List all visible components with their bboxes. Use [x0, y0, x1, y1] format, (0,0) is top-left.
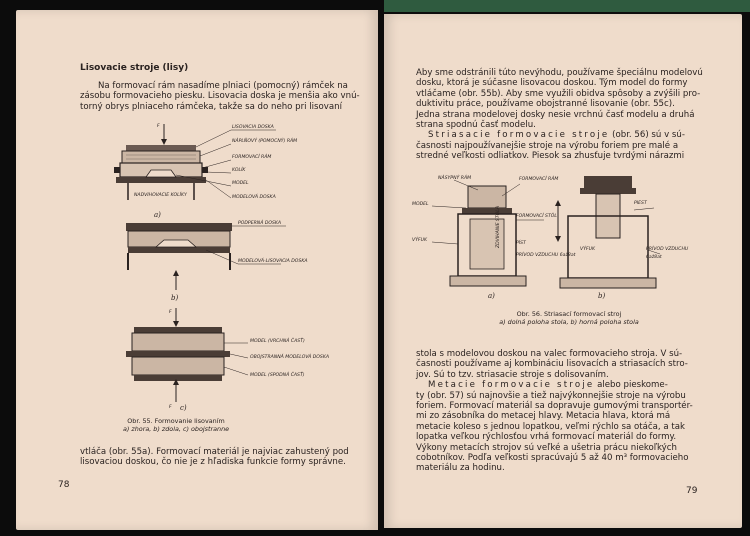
- text-line-tail: (obr. 56) sú v sú-: [612, 130, 685, 141]
- subfigure-56b-label: b): [598, 292, 606, 300]
- label-feed-frame: NÁSYPNÝ RÁM: [438, 176, 472, 181]
- text-line: metacie koleso s jednou lopatkou, veľmi rýchlo sa otáča, a tak: [416, 421, 685, 432]
- subfigure-b-label: b): [171, 294, 179, 302]
- label-molding-frame: FORMOVACÍ RÁM: [232, 155, 272, 160]
- text-line: mi zo zásobníka do metacej hlavy. Metacia hlava, ktorá má: [416, 411, 671, 422]
- label-model-top: MODEL (VRCHNÁ ČASŤ): [250, 339, 305, 344]
- caption-subtitle: a) zhora, b) zdola, c) obojstranne: [122, 425, 230, 434]
- text-line: časnosti najpoužívanejšie stroje na výrobu foriem pre malé a: [416, 140, 679, 151]
- text-line: Výkony metacích strojov sú veľké a ušetria prácu niekoľkých: [416, 442, 677, 453]
- force-label: F: [157, 124, 160, 129]
- label-exhaust-b: VÝFUK: [580, 247, 595, 252]
- label-model-bottom: MODEL (SPODNÁ ČASŤ): [250, 373, 305, 378]
- text-line: [416, 380, 716, 390]
- label-mold-table: FORMOVACÍ STÔL: [516, 214, 557, 219]
- text-line: vtláča (obr. 55a). Formovací materiál je najviac zahustený pod: [80, 447, 349, 457]
- text-line: cobotníkov. Podľa veľkosti spracúvajú 5 až 40 m³ formovacieho: [416, 453, 689, 464]
- label-model-pressing-plate: MODELOVÁ-LISOVACIA DOSKA: [238, 259, 308, 264]
- label-pressing-plate: LISOVACIA DOSKA: [232, 125, 274, 130]
- text-line: lisovaciou doskou, čo nie je z hľadiska funkcie formy správne.: [80, 457, 346, 468]
- machine-b: [555, 176, 656, 288]
- label-filling-frame: NÁPLŇOVÝ (POMOCNÝ) RÁM: [232, 139, 298, 144]
- text-line: Jedna strana modelovej dosky nesie vrchnú časť modelu a druhá: [416, 109, 695, 120]
- machine-a: [450, 186, 526, 286]
- caption-subtitle: a) dolná poloha stola, b) horná poloha stola: [499, 318, 639, 327]
- text-line: Aby sme odstránili túto nevýhodu, používame špeciálnu modelovú: [416, 68, 703, 78]
- book-cover-edge: [384, 0, 750, 12]
- label-piston-a: PÍST: [516, 241, 526, 246]
- label-lifting-table: ZDVIHANIE STOLA: [496, 206, 501, 248]
- label-air-supply-b: PRÍVOD VZDUCHU: [646, 247, 689, 252]
- label-model: MODEL: [232, 181, 249, 186]
- section-heading: Lisovacie stroje (lisy): [80, 63, 189, 73]
- text-line: materiálu za hodinu.: [416, 463, 505, 474]
- text-line: dosku, ktorá je súčasne lisovacou doskou. Tým model do formy: [416, 78, 688, 89]
- text-line: torný obrys plniaceho rámčeka, takže sa do neho pri lisovaní: [80, 101, 342, 112]
- right-page: [384, 14, 742, 528]
- label-air-supply-a: PRÍVOD VZDUCHU 6až8at: [516, 253, 576, 258]
- force-label-top: F: [169, 310, 172, 315]
- label-model-plate: MODELOVÁ DOSKA: [232, 195, 276, 200]
- text-line: ty (obr. 57) sú najnovšie a tiež najvýkonnejšie stroje na výrobu: [416, 390, 686, 401]
- figure-56-caption: [494, 310, 644, 326]
- subfigure-56a-label: a): [488, 292, 495, 300]
- label-pin: KOLÍK: [232, 168, 246, 173]
- text-line: foriem. Formovací materiál sa dopravuje gumovými transportér-: [416, 401, 693, 412]
- text-line: stredné veľkosti odliatkov. Piesok sa zhusťuje tvrdými nárazmi: [416, 151, 685, 162]
- text-line: duktivitu práce, používame obojstranné lisovanie (obr. 55c).: [416, 99, 675, 110]
- text-line: vtláčame (obr. 55b). Aby sme využili obidva spôsoby a zvýšili pro-: [416, 88, 701, 99]
- text-line: zásobu formovacieho piesku. Lisovacia doska je menšia ako vnú-: [80, 91, 360, 102]
- page-number-right: 79: [686, 486, 698, 496]
- subfigure-c-label: c): [180, 404, 187, 412]
- text-line: strana spodnú časť modelu.: [416, 120, 536, 131]
- label-lifting-pins: NADVIHOVACIE KOLÍKY: [134, 193, 187, 198]
- spaced-heading: Striasacie formovacie stroje: [428, 130, 610, 141]
- figure-55-caption: [116, 417, 236, 433]
- label-double-plate: OBOJSTRANNÁ MODELOVÁ DOSKA: [250, 355, 329, 360]
- spaced-heading: Metacie formovacie stroje: [428, 380, 595, 391]
- left-page: [16, 10, 378, 530]
- text-line: jov. Sú to tzv. striasacie stroje s dolisovaním.: [416, 369, 609, 380]
- text-line: Na formovací rám nasadíme plniaci (pomocný) rámček na: [98, 81, 348, 91]
- text-line: časnosti používame aj kombináciu lisovacích a striasacích stro-: [416, 359, 688, 370]
- text-line: stola s modelovou doskou na valec formovacieho stroja. V sú-: [416, 349, 683, 359]
- label-exhaust: VÝFUK: [412, 238, 427, 243]
- label-mold-frame: FORMOVACÍ RÁM: [519, 177, 559, 182]
- caption-title: Obr. 56. Striasací formovací stroj: [516, 310, 622, 318]
- label-model: MODEL: [412, 202, 429, 207]
- label-pressure-b: 6až8at: [646, 255, 662, 260]
- caption-title: Obr. 55. Formovanie lisovaním: [127, 417, 225, 425]
- subfigure-a-label: a): [154, 211, 161, 219]
- label-support-plate: PODPERNÁ DOSKA: [238, 221, 282, 226]
- closing-paragraph: [80, 447, 360, 468]
- force-label-bottom: F: [169, 405, 172, 410]
- page-number-left: 78: [58, 480, 70, 490]
- paragraph-3: [416, 349, 716, 474]
- text-line-tail: alebo pieskome-: [597, 380, 668, 391]
- text-line: lopatka veľkou rýchlosťou vrhá formovací materiál do formy.: [416, 432, 677, 443]
- label-piston-b: PIEST: [634, 201, 647, 206]
